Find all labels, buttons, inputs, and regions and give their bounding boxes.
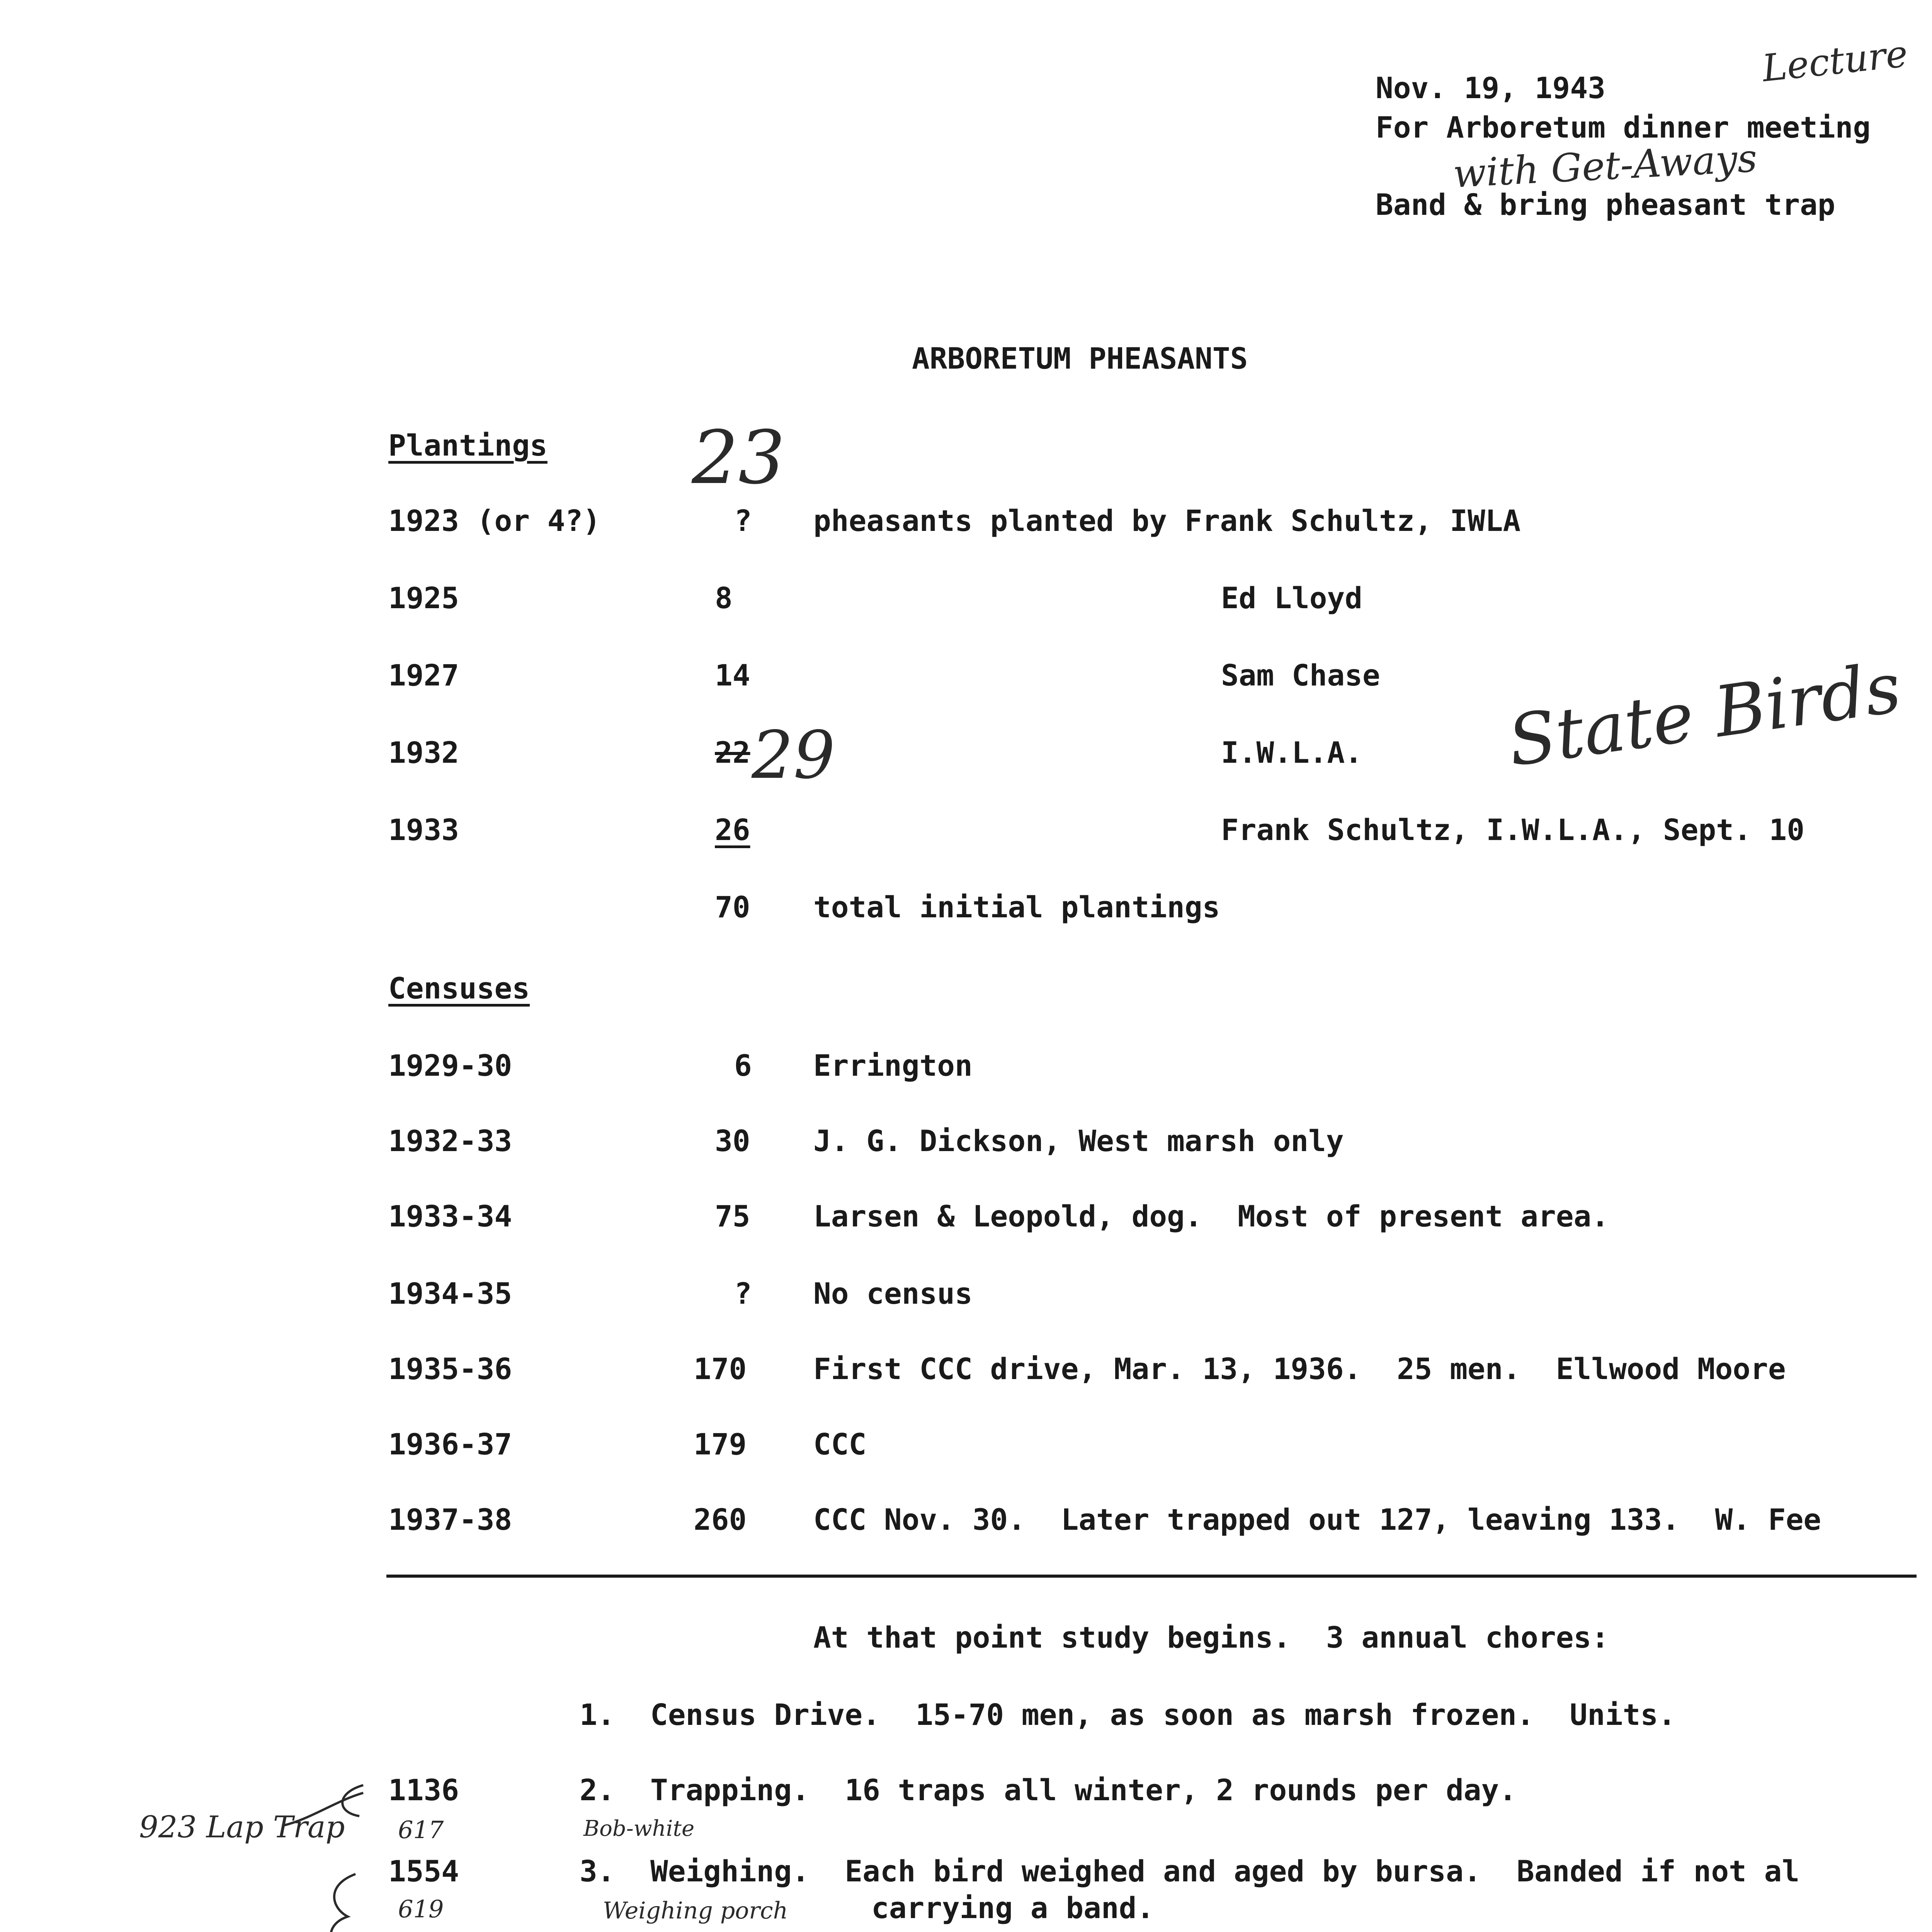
study-item-3-cont: carrying a band. [871, 1891, 1155, 1925]
census-desc: CCC [813, 1427, 867, 1461]
hand-23: 23 [692, 415, 785, 500]
census-year: 1933-34 [388, 1199, 512, 1233]
study-number-weighing: 1554 [388, 1854, 459, 1888]
census-desc: First CCC drive, Mar. 13, 1936. 25 men. Ellwood Moore [813, 1352, 1786, 1386]
census-desc: J. G. Dickson, West marsh only [813, 1124, 1344, 1158]
census-count: ? [734, 1276, 752, 1311]
hand-bob-white: Bob-white [583, 1816, 695, 1841]
planting-count: 14 [715, 658, 750, 692]
hand-619: 619 [398, 1895, 444, 1923]
plantings-heading: Plantings [388, 428, 548, 463]
census-count: 260 [694, 1502, 747, 1537]
census-desc: Larsen & Leopold, dog. Most of present area. [813, 1199, 1609, 1233]
hand-state-birds: State Birds [1503, 647, 1906, 782]
planting-who: Sam Chase [1221, 658, 1380, 692]
census-count: 179 [694, 1427, 747, 1461]
hand-617: 617 [398, 1816, 444, 1844]
planting-who: Frank Schultz, I.W.L.A., Sept. 10 [1221, 813, 1804, 847]
planting-who: I.W.L.A. [1221, 735, 1363, 770]
divider-rule [386, 1575, 1917, 1578]
planting-count: 8 [715, 581, 733, 615]
planting-year: 1923 (or 4?) [388, 503, 601, 538]
census-year: 1932-33 [388, 1124, 512, 1158]
census-year: 1937-38 [388, 1502, 512, 1537]
page-title: ARBORETUM PHEASANTS [912, 341, 1248, 376]
hand-note-with: with Get-Aways [1452, 135, 1759, 197]
hand-note-top: Lecture [1760, 32, 1910, 90]
census-desc: Errington [813, 1048, 973, 1083]
hand-923-lap-trap: 923 Lap Trap [139, 1810, 345, 1845]
planting-year: 1933 [388, 813, 459, 847]
study-intro: At that point study begins. 3 annual chores: [813, 1620, 1609, 1655]
censuses-heading: Censuses [388, 971, 530, 1005]
census-year: 1935-36 [388, 1352, 512, 1386]
study-item-1: 1. Census Drive. 15-70 men, as soon as marsh frozen. Units. [580, 1697, 1676, 1732]
hand-brace-icon [278, 1770, 394, 1932]
census-desc: CCC Nov. 30. Later trapped out 127, leaving 133. W. Fee [813, 1502, 1821, 1537]
planting-count: ? [734, 503, 752, 538]
planting-count: 22 [715, 735, 750, 770]
planting-total-label: total initial plantings [813, 890, 1220, 924]
planting-who: Ed Lloyd [1221, 581, 1363, 615]
census-year: 1936-37 [388, 1427, 512, 1461]
study-item-3: 3. Weighing. Each bird weighed and aged by bursa. Banded if not al [580, 1854, 1800, 1888]
planting-count: 26 [715, 813, 750, 847]
study-item-2: 2. Trapping. 16 traps all winter, 2 rounds per day. [580, 1773, 1517, 1807]
census-year: 1929-30 [388, 1048, 512, 1083]
header-line3: Band & bring pheasant trap [1376, 187, 1835, 222]
census-count: 30 [715, 1124, 750, 1158]
census-desc: No census [813, 1276, 973, 1311]
header-date: Nov. 19, 1943 [1376, 71, 1605, 105]
census-year: 1934-35 [388, 1276, 512, 1311]
hand-29: 29 [752, 717, 835, 794]
planting-total-count: 70 [715, 890, 750, 924]
hand-weighing-porch: Weighing porch [603, 1897, 788, 1924]
header-line2: For Arboretum dinner meeting [1376, 110, 1871, 145]
census-count: 75 [715, 1199, 750, 1233]
census-count: 170 [694, 1352, 747, 1386]
planting-year: 1932 [388, 735, 459, 770]
planting-year: 1927 [388, 658, 459, 692]
study-number-trapping: 1136 [388, 1773, 459, 1807]
planting-year: 1925 [388, 581, 459, 615]
planting-desc: pheasants planted by Frank Schultz, IWLA [813, 503, 1521, 538]
census-count: 6 [734, 1048, 752, 1083]
